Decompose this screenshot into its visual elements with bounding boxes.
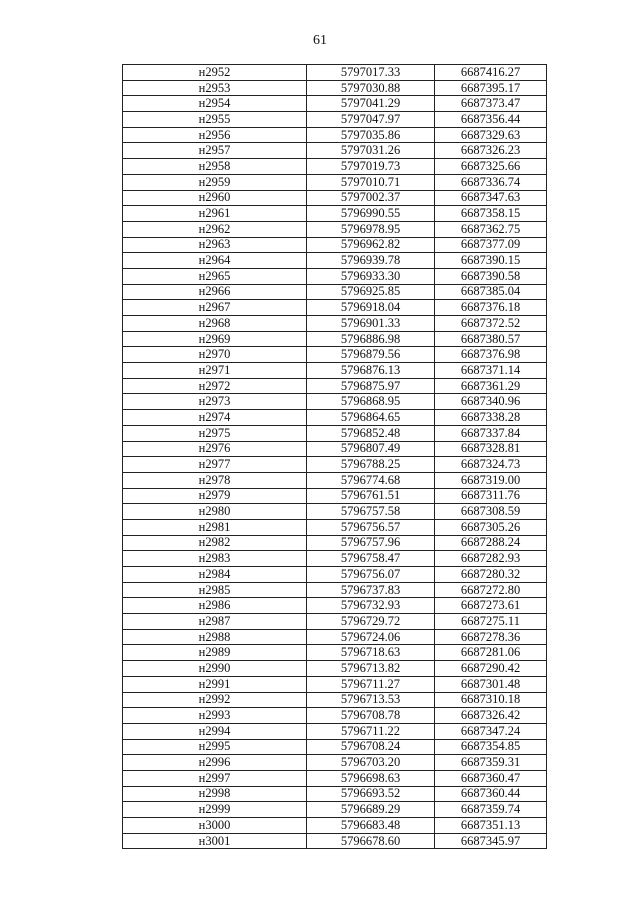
point-id-cell: н2983 — [123, 551, 307, 567]
table-row — [123, 692, 547, 708]
point-id-cell: н2977 — [123, 457, 307, 473]
table-row — [123, 614, 547, 630]
y-coordinate-cell: 6687371.14 — [435, 363, 547, 379]
y-coordinate-cell: 6687380.57 — [435, 331, 547, 347]
table-row — [123, 598, 547, 614]
x-coordinate-cell: 5796962.82 — [307, 237, 435, 253]
y-coordinate-cell: 6687351.13 — [435, 818, 547, 834]
point-id-cell: н2998 — [123, 786, 307, 802]
y-coordinate-cell: 6687301.48 — [435, 676, 547, 692]
coordinates-table — [122, 64, 547, 849]
point-id-cell: н2981 — [123, 519, 307, 535]
table-row — [123, 410, 547, 426]
y-coordinate-cell: 6687325.66 — [435, 159, 547, 175]
y-coordinate-cell: 6687361.29 — [435, 378, 547, 394]
y-coordinate-cell: 6687377.09 — [435, 237, 547, 253]
table-row — [123, 519, 547, 535]
x-coordinate-cell: 5796852.48 — [307, 425, 435, 441]
table-row — [123, 582, 547, 598]
table-row — [123, 755, 547, 771]
point-id-cell: н2956 — [123, 127, 307, 143]
x-coordinate-cell: 5796737.83 — [307, 582, 435, 598]
x-coordinate-cell: 5796713.53 — [307, 692, 435, 708]
y-coordinate-cell: 6687329.63 — [435, 127, 547, 143]
y-coordinate-cell: 6687273.61 — [435, 598, 547, 614]
point-id-cell: н2999 — [123, 802, 307, 818]
y-coordinate-cell: 6687376.18 — [435, 300, 547, 316]
y-coordinate-cell: 6687360.47 — [435, 770, 547, 786]
point-id-cell: н2995 — [123, 739, 307, 755]
y-coordinate-cell: 6687336.74 — [435, 174, 547, 190]
point-id-cell: н2970 — [123, 347, 307, 363]
table-row — [123, 425, 547, 441]
table-row — [123, 268, 547, 284]
point-id-cell: н2969 — [123, 331, 307, 347]
y-coordinate-cell: 6687345.97 — [435, 833, 547, 849]
y-coordinate-cell: 6687354.85 — [435, 739, 547, 755]
point-id-cell: н2994 — [123, 723, 307, 739]
x-coordinate-cell: 5796703.20 — [307, 755, 435, 771]
table-row — [123, 347, 547, 363]
y-coordinate-cell: 6687340.96 — [435, 394, 547, 410]
table-row — [123, 174, 547, 190]
y-coordinate-cell: 6687390.58 — [435, 268, 547, 284]
table-row — [123, 96, 547, 112]
table-row — [123, 378, 547, 394]
point-id-cell: н2963 — [123, 237, 307, 253]
point-id-cell: н2980 — [123, 504, 307, 520]
y-coordinate-cell: 6687319.00 — [435, 472, 547, 488]
point-id-cell: н2957 — [123, 143, 307, 159]
x-coordinate-cell: 5796774.68 — [307, 472, 435, 488]
table-row — [123, 802, 547, 818]
y-coordinate-cell: 6687308.59 — [435, 504, 547, 520]
y-coordinate-cell: 6687324.73 — [435, 457, 547, 473]
x-coordinate-cell: 5796876.13 — [307, 363, 435, 379]
table-row — [123, 253, 547, 269]
table-row — [123, 676, 547, 692]
x-coordinate-cell: 5796708.24 — [307, 739, 435, 755]
y-coordinate-cell: 6687288.24 — [435, 535, 547, 551]
table-row — [123, 770, 547, 786]
point-id-cell: н2965 — [123, 268, 307, 284]
x-coordinate-cell: 5796758.47 — [307, 551, 435, 567]
y-coordinate-cell: 6687290.42 — [435, 661, 547, 677]
x-coordinate-cell: 5797047.97 — [307, 112, 435, 128]
table-row — [123, 331, 547, 347]
y-coordinate-cell: 6687395.17 — [435, 80, 547, 96]
x-coordinate-cell: 5796711.27 — [307, 676, 435, 692]
y-coordinate-cell: 6687362.75 — [435, 221, 547, 237]
x-coordinate-cell: 5796761.51 — [307, 488, 435, 504]
x-coordinate-cell: 5796756.57 — [307, 519, 435, 535]
table-row — [123, 221, 547, 237]
point-id-cell: н2962 — [123, 221, 307, 237]
table-row — [123, 723, 547, 739]
point-id-cell: н2990 — [123, 661, 307, 677]
y-coordinate-cell: 6687282.93 — [435, 551, 547, 567]
y-coordinate-cell: 6687326.42 — [435, 708, 547, 724]
point-id-cell: н2996 — [123, 755, 307, 771]
point-id-cell: н2972 — [123, 378, 307, 394]
point-id-cell: н2958 — [123, 159, 307, 175]
point-id-cell: н2985 — [123, 582, 307, 598]
table-row — [123, 112, 547, 128]
x-coordinate-cell: 5796788.25 — [307, 457, 435, 473]
x-coordinate-cell: 5797017.33 — [307, 65, 435, 81]
point-id-cell: н2968 — [123, 316, 307, 332]
y-coordinate-cell: 6687358.15 — [435, 206, 547, 222]
table-row — [123, 535, 547, 551]
table-row — [123, 833, 547, 849]
point-id-cell: н2955 — [123, 112, 307, 128]
point-id-cell: н2993 — [123, 708, 307, 724]
x-coordinate-cell: 5796990.55 — [307, 206, 435, 222]
point-id-cell: н3001 — [123, 833, 307, 849]
y-coordinate-cell: 6687372.52 — [435, 316, 547, 332]
x-coordinate-cell: 5796678.60 — [307, 833, 435, 849]
y-coordinate-cell: 6687385.04 — [435, 284, 547, 300]
x-coordinate-cell: 5797010.71 — [307, 174, 435, 190]
y-coordinate-cell: 6687278.36 — [435, 629, 547, 645]
table-row — [123, 143, 547, 159]
x-coordinate-cell: 5796875.97 — [307, 378, 435, 394]
point-id-cell: н2997 — [123, 770, 307, 786]
x-coordinate-cell: 5796978.95 — [307, 221, 435, 237]
x-coordinate-cell: 5797019.73 — [307, 159, 435, 175]
page-number: 61 — [313, 33, 327, 48]
point-id-cell: н2953 — [123, 80, 307, 96]
table-row — [123, 284, 547, 300]
y-coordinate-cell: 6687280.32 — [435, 567, 547, 583]
table-row — [123, 739, 547, 755]
point-id-cell: н2974 — [123, 410, 307, 426]
point-id-cell: н2984 — [123, 567, 307, 583]
y-coordinate-cell: 6687305.26 — [435, 519, 547, 535]
y-coordinate-cell: 6687376.98 — [435, 347, 547, 363]
point-id-cell: н2989 — [123, 645, 307, 661]
table-row — [123, 567, 547, 583]
x-coordinate-cell: 5796724.06 — [307, 629, 435, 645]
y-coordinate-cell: 6687311.76 — [435, 488, 547, 504]
table-row — [123, 394, 547, 410]
table-row — [123, 818, 547, 834]
point-id-cell: н2960 — [123, 190, 307, 206]
point-id-cell: н2992 — [123, 692, 307, 708]
x-coordinate-cell: 5796756.07 — [307, 567, 435, 583]
table-row — [123, 237, 547, 253]
x-coordinate-cell: 5796698.63 — [307, 770, 435, 786]
table-row — [123, 190, 547, 206]
point-id-cell: н2986 — [123, 598, 307, 614]
x-coordinate-cell: 5796925.85 — [307, 284, 435, 300]
point-id-cell: н2952 — [123, 65, 307, 81]
x-coordinate-cell: 5796918.04 — [307, 300, 435, 316]
table-row — [123, 457, 547, 473]
x-coordinate-cell: 5796879.56 — [307, 347, 435, 363]
point-id-cell: н2971 — [123, 363, 307, 379]
y-coordinate-cell: 6687373.47 — [435, 96, 547, 112]
table-row — [123, 708, 547, 724]
point-id-cell: н3000 — [123, 818, 307, 834]
x-coordinate-cell: 5796807.49 — [307, 441, 435, 457]
y-coordinate-cell: 6687360.44 — [435, 786, 547, 802]
point-id-cell: н2954 — [123, 96, 307, 112]
x-coordinate-cell: 5797030.88 — [307, 80, 435, 96]
x-coordinate-cell: 5796939.78 — [307, 253, 435, 269]
point-id-cell: н2966 — [123, 284, 307, 300]
x-coordinate-cell: 5797031.26 — [307, 143, 435, 159]
x-coordinate-cell: 5796713.82 — [307, 661, 435, 677]
x-coordinate-cell: 5796689.29 — [307, 802, 435, 818]
table-row — [123, 472, 547, 488]
y-coordinate-cell: 6687281.06 — [435, 645, 547, 661]
table-row — [123, 159, 547, 175]
point-id-cell: н2973 — [123, 394, 307, 410]
x-coordinate-cell: 5796718.63 — [307, 645, 435, 661]
y-coordinate-cell: 6687356.44 — [435, 112, 547, 128]
y-coordinate-cell: 6687328.81 — [435, 441, 547, 457]
x-coordinate-cell: 5796683.48 — [307, 818, 435, 834]
point-id-cell: н2964 — [123, 253, 307, 269]
y-coordinate-cell: 6687347.63 — [435, 190, 547, 206]
x-coordinate-cell: 5796708.78 — [307, 708, 435, 724]
coordinates-table-body — [123, 65, 547, 849]
table-row — [123, 629, 547, 645]
point-id-cell: н2991 — [123, 676, 307, 692]
point-id-cell: н2987 — [123, 614, 307, 630]
table-row — [123, 661, 547, 677]
point-id-cell: н2988 — [123, 629, 307, 645]
point-id-cell: н2976 — [123, 441, 307, 457]
x-coordinate-cell: 5796757.96 — [307, 535, 435, 551]
x-coordinate-cell: 5796711.22 — [307, 723, 435, 739]
table-row — [123, 127, 547, 143]
x-coordinate-cell: 5796886.98 — [307, 331, 435, 347]
y-coordinate-cell: 6687275.11 — [435, 614, 547, 630]
point-id-cell: н2979 — [123, 488, 307, 504]
table-row — [123, 645, 547, 661]
y-coordinate-cell: 6687347.24 — [435, 723, 547, 739]
point-id-cell: н2975 — [123, 425, 307, 441]
y-coordinate-cell: 6687272.80 — [435, 582, 547, 598]
x-coordinate-cell: 5796868.95 — [307, 394, 435, 410]
point-id-cell: н2978 — [123, 472, 307, 488]
x-coordinate-cell: 5796933.30 — [307, 268, 435, 284]
y-coordinate-cell: 6687416.27 — [435, 65, 547, 81]
table-row — [123, 504, 547, 520]
x-coordinate-cell: 5796729.72 — [307, 614, 435, 630]
table-row — [123, 488, 547, 504]
x-coordinate-cell: 5796901.33 — [307, 316, 435, 332]
x-coordinate-cell: 5797035.86 — [307, 127, 435, 143]
y-coordinate-cell: 6687359.31 — [435, 755, 547, 771]
y-coordinate-cell: 6687390.15 — [435, 253, 547, 269]
x-coordinate-cell: 5796864.65 — [307, 410, 435, 426]
x-coordinate-cell: 5796693.52 — [307, 786, 435, 802]
point-id-cell: н2982 — [123, 535, 307, 551]
y-coordinate-cell: 6687359.74 — [435, 802, 547, 818]
y-coordinate-cell: 6687337.84 — [435, 425, 547, 441]
table-row — [123, 786, 547, 802]
x-coordinate-cell: 5797002.37 — [307, 190, 435, 206]
table-row — [123, 206, 547, 222]
table-row — [123, 316, 547, 332]
y-coordinate-cell: 6687338.28 — [435, 410, 547, 426]
x-coordinate-cell: 5797041.29 — [307, 96, 435, 112]
point-id-cell: н2961 — [123, 206, 307, 222]
x-coordinate-cell: 5796757.58 — [307, 504, 435, 520]
table-row — [123, 551, 547, 567]
point-id-cell: н2959 — [123, 174, 307, 190]
table-row — [123, 363, 547, 379]
x-coordinate-cell: 5796732.93 — [307, 598, 435, 614]
table-row — [123, 80, 547, 96]
table-row — [123, 441, 547, 457]
point-id-cell: н2967 — [123, 300, 307, 316]
y-coordinate-cell: 6687326.23 — [435, 143, 547, 159]
table-row — [123, 300, 547, 316]
y-coordinate-cell: 6687310.18 — [435, 692, 547, 708]
table-row — [123, 65, 547, 81]
